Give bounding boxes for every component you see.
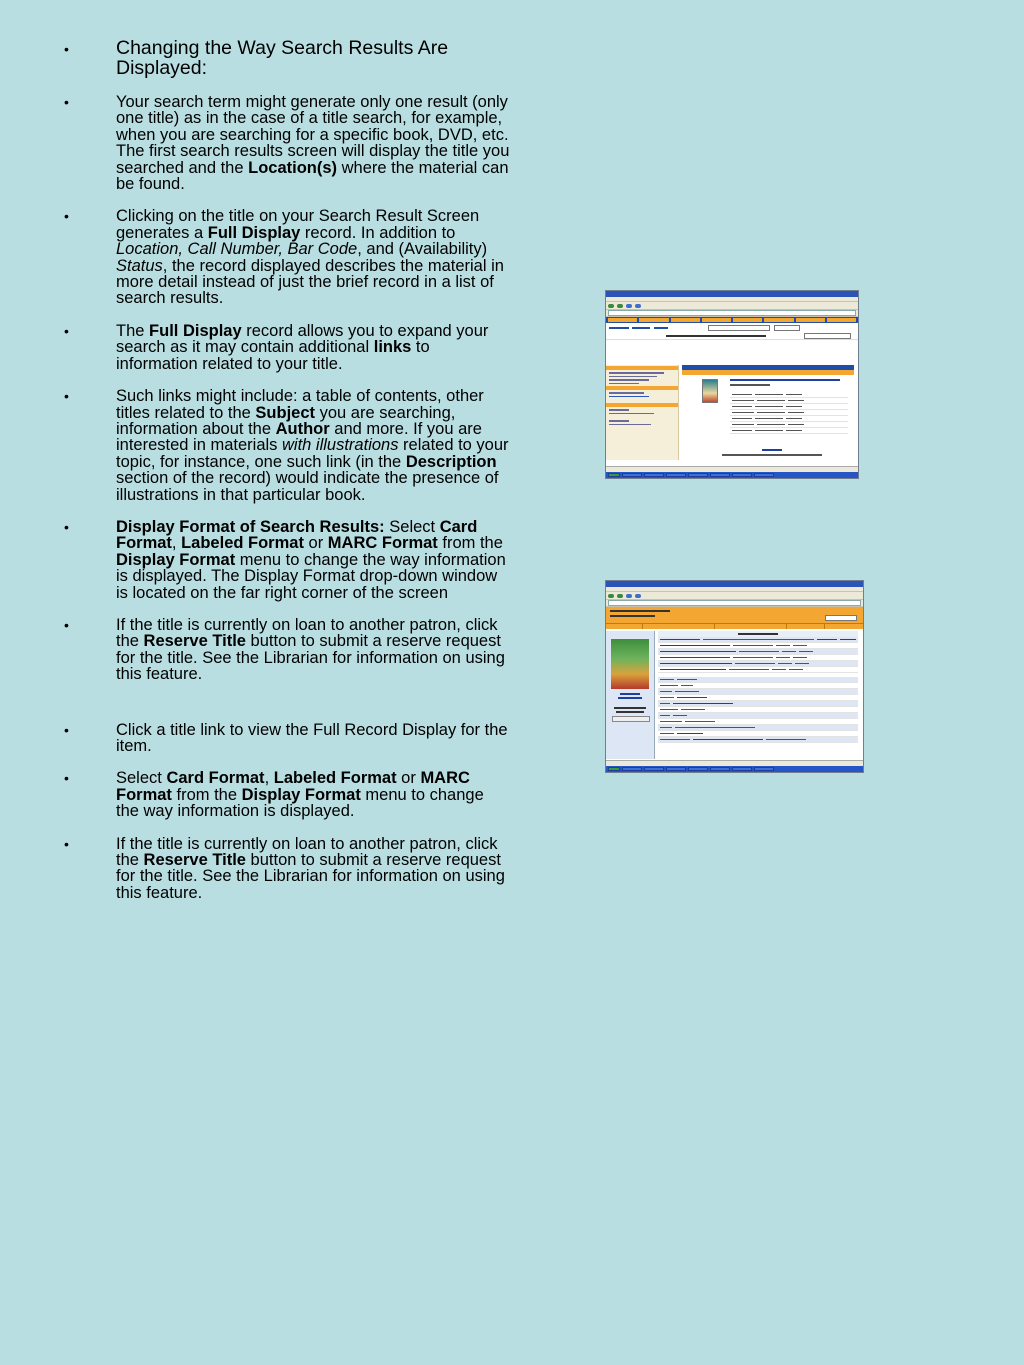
bullet-text bbox=[116, 388, 510, 503]
full-display-screenshot bbox=[605, 580, 864, 773]
browser-address-bar bbox=[606, 600, 863, 607]
bullet-text bbox=[116, 94, 510, 192]
book-cover-thumbnail bbox=[702, 379, 718, 403]
body-text: Such links might include: a table of contents, other titles related to the bbox=[116, 387, 484, 422]
bullet-text bbox=[116, 208, 510, 306]
body-text: Select bbox=[116, 769, 167, 788]
body-text: from the bbox=[171, 785, 242, 804]
bold-text: Reserve Title bbox=[143, 851, 246, 870]
body-text: Clicking on the title on your Search Result Screen generates a bbox=[116, 207, 480, 242]
bullet-item bbox=[0, 323, 510, 372]
body-text: record allows you to expand your search as it may contain additional bbox=[116, 321, 489, 357]
bullet-item bbox=[0, 617, 510, 683]
body-text: or bbox=[303, 534, 328, 553]
body-text: from the bbox=[437, 534, 503, 553]
bullet-marker: • bbox=[64, 616, 69, 633]
body-text: section of the record) would indicate the presence of illustrations in that particular book. bbox=[116, 469, 499, 504]
body-text: Click a title link to view the Full Record Display for the item. bbox=[116, 720, 508, 755]
bullet-marker: • bbox=[64, 208, 69, 225]
bullet-item bbox=[0, 722, 510, 755]
browser-toolbar bbox=[606, 592, 863, 600]
body-text: and more. If you are interested in materials bbox=[116, 419, 482, 455]
search-results-screenshot bbox=[605, 290, 859, 479]
bold-text: Display Format bbox=[241, 785, 361, 804]
bullet-marker: • bbox=[64, 721, 69, 738]
body-text: Changing the Way Search Results Are Displayed: bbox=[116, 37, 449, 79]
catalog-header-band bbox=[606, 607, 863, 623]
bold-text: Labeled Format bbox=[273, 769, 397, 788]
body-text: or bbox=[396, 769, 421, 788]
italic-text: Location, Call Number, Bar Code bbox=[116, 240, 358, 259]
browser-address-bar bbox=[606, 310, 858, 317]
body-text: to information related to your title. bbox=[116, 338, 430, 373]
windows-taskbar bbox=[606, 472, 858, 478]
body-text: related to your topic, for instance, one such link (in the bbox=[116, 436, 509, 471]
bold-text: Location(s) bbox=[248, 158, 338, 177]
body-text: , and (Availability) bbox=[357, 240, 488, 259]
body-text: menu to change the way information is displayed. bbox=[116, 785, 484, 821]
bullet-marker: • bbox=[64, 835, 69, 852]
search-results-main bbox=[682, 365, 854, 460]
browser-toolbar bbox=[606, 302, 858, 310]
body-text: The bbox=[116, 321, 150, 340]
bullet-text bbox=[116, 38, 510, 78]
bold-text: Card Format bbox=[166, 769, 265, 788]
body-text: record. In addition to bbox=[300, 223, 456, 242]
bullet-marker: • bbox=[64, 94, 69, 110]
earth-science-cover-image bbox=[611, 639, 649, 689]
full-record-main bbox=[658, 631, 858, 759]
bullet-text bbox=[116, 770, 510, 819]
bold-text: Reserve Title bbox=[143, 632, 246, 651]
bullet-item bbox=[0, 836, 510, 902]
bullet-list bbox=[0, 38, 510, 901]
forward-icon bbox=[617, 594, 623, 598]
body-text: , bbox=[264, 769, 274, 788]
bold-text: Author bbox=[275, 419, 330, 438]
record-sidebar bbox=[606, 631, 655, 759]
bullet-text bbox=[116, 323, 510, 372]
forward-icon bbox=[617, 304, 623, 308]
bullet-item bbox=[0, 519, 510, 601]
bullet-text bbox=[116, 836, 510, 902]
refresh-icon bbox=[626, 304, 632, 308]
bold-text: Card Format bbox=[116, 517, 478, 553]
bold-text: Full Display bbox=[149, 321, 242, 340]
bullet-item bbox=[0, 388, 510, 503]
bullet-marker: • bbox=[64, 518, 69, 535]
bullet-marker: • bbox=[64, 770, 69, 787]
search-results-sidebar bbox=[606, 365, 679, 460]
bold-text: Display Format of Search Results: bbox=[116, 517, 385, 536]
bullet-marker: • bbox=[64, 322, 69, 339]
bold-text: Subject bbox=[255, 403, 316, 422]
record-action-tabs bbox=[606, 623, 863, 629]
bold-text: MARC Format bbox=[116, 769, 470, 804]
bullet-text bbox=[116, 722, 510, 755]
bullet-marker: • bbox=[64, 388, 69, 405]
home-icon bbox=[635, 594, 641, 598]
bullet-item bbox=[0, 94, 510, 192]
body-text: button to submit a reserve request for the title. See the Librarian for information on using this feature. bbox=[116, 632, 505, 684]
bold-text: MARC Format bbox=[327, 534, 438, 553]
bold-text: Labeled Format bbox=[181, 534, 304, 553]
bullet-text bbox=[116, 519, 510, 601]
body-text: where the material can be found. bbox=[116, 158, 509, 194]
bullet-marker: • bbox=[64, 41, 69, 57]
back-icon bbox=[608, 304, 614, 308]
body-text: If the title is currently on loan to another patron, click the bbox=[116, 615, 498, 651]
bullet-item bbox=[0, 770, 510, 819]
catalog-search-row bbox=[606, 323, 858, 340]
bullet-text bbox=[116, 617, 510, 683]
body-text: , the record displayed describes the material in more detail instead of just the brief record in a list of search results. bbox=[116, 256, 504, 308]
bold-text: links bbox=[373, 338, 412, 357]
windows-taskbar bbox=[606, 766, 863, 772]
refresh-icon bbox=[626, 594, 632, 598]
body-text: , bbox=[171, 534, 182, 553]
back-icon bbox=[608, 594, 614, 598]
body-text: you are searching, information about the bbox=[116, 403, 456, 438]
bold-text: Full Display bbox=[207, 223, 301, 242]
body-text: menu to change the way information is displayed. The Display Format drop-down window is located on the far right corner of the screen bbox=[116, 550, 506, 602]
bullet-item bbox=[0, 208, 510, 306]
italic-text: Status bbox=[116, 256, 163, 275]
bold-text: Description bbox=[405, 452, 497, 471]
body-text: Your search term might generate only one result (only one title) as in the case of a title search, for example, when you are searching for a specific book, DVD, etc. The first search results screen will display the title you searched and the bbox=[116, 93, 510, 177]
body-text: If the title is currently on loan to another patron, click the bbox=[116, 834, 498, 870]
body-text: button to submit a reserve request for the title. See the Librarian for information on using this feature. bbox=[116, 851, 505, 902]
body-text: Select bbox=[384, 517, 440, 536]
italic-text: with illustrations bbox=[282, 436, 399, 455]
home-icon bbox=[635, 304, 641, 308]
bullet-item bbox=[0, 38, 510, 78]
bold-text: Display Format bbox=[116, 550, 236, 569]
